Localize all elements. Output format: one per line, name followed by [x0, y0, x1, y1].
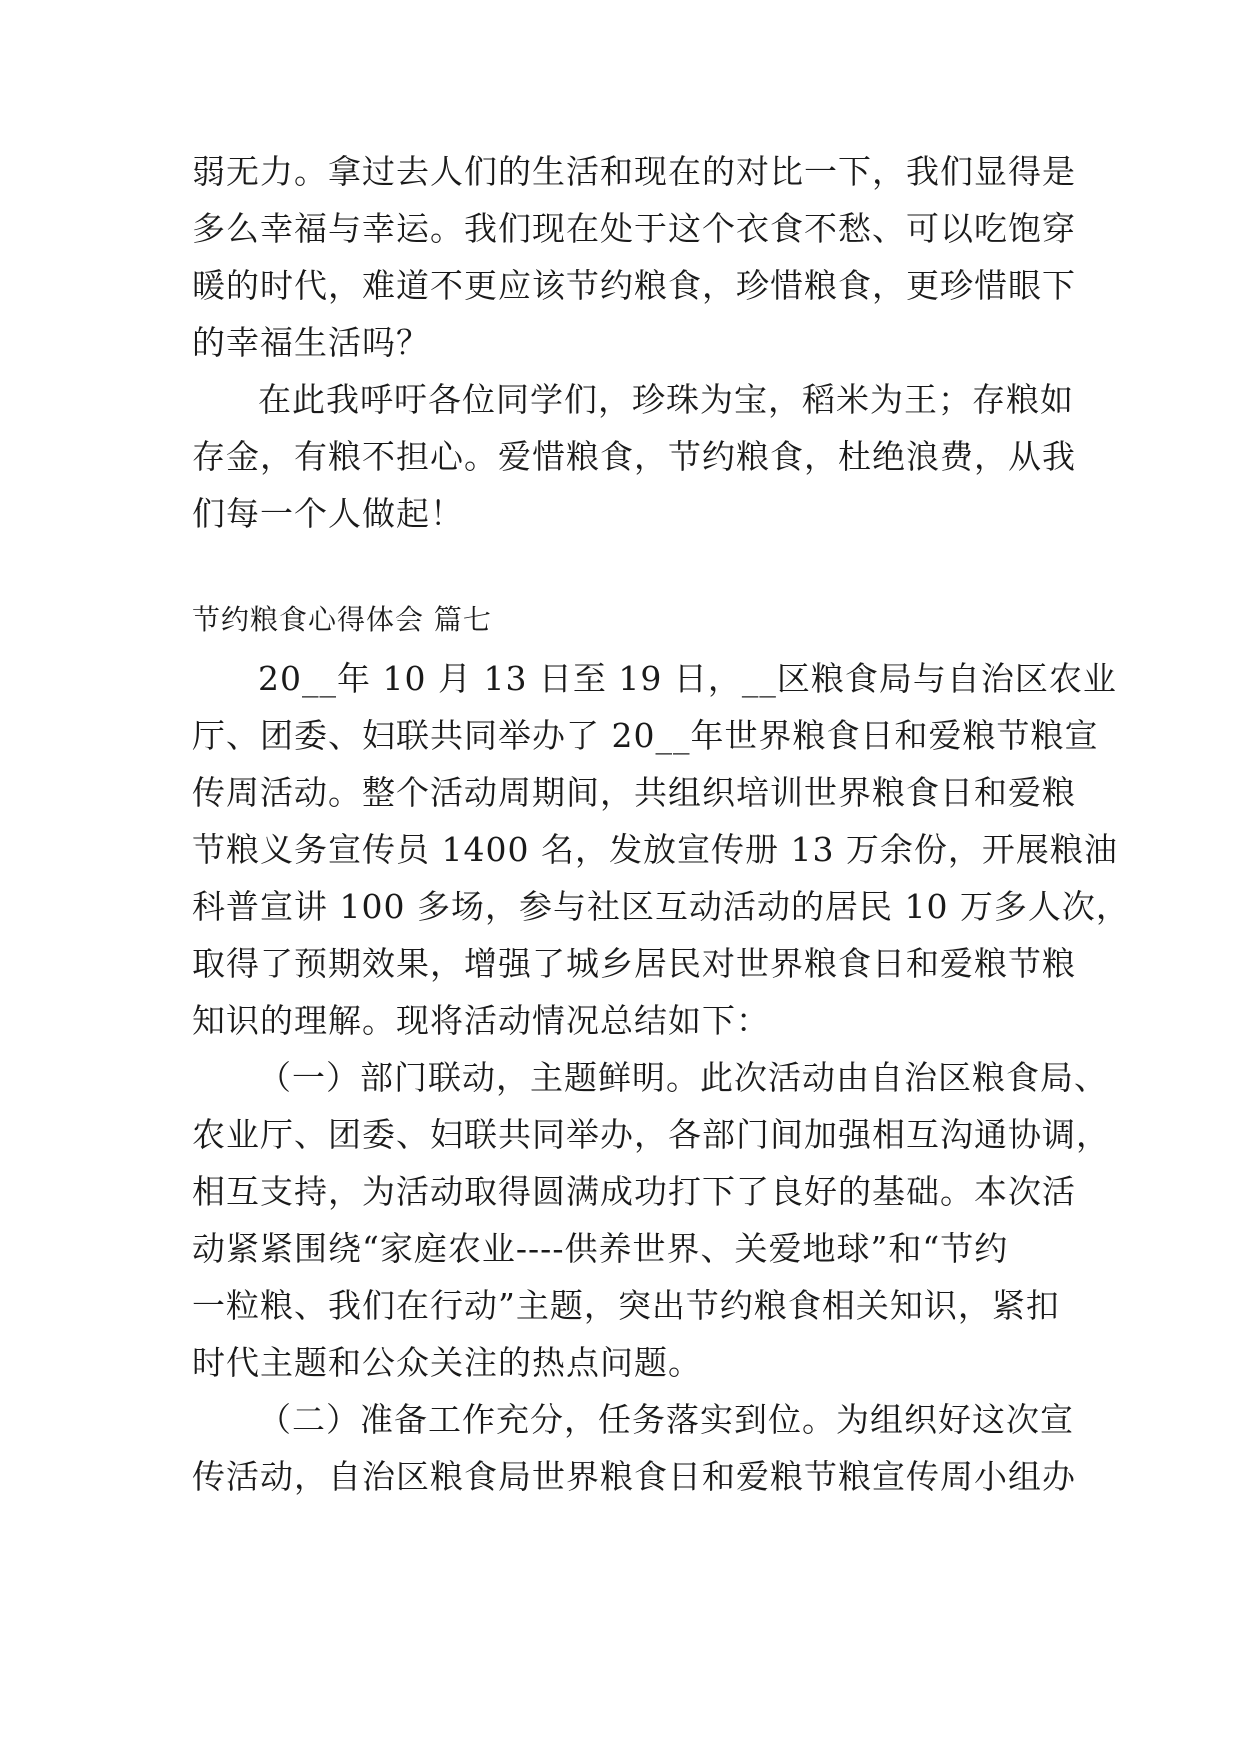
paragraph-line: 时代主题和公众关注的热点问题。 [192, 1343, 702, 1382]
paragraph-line: 科普宣讲 100 多场，参与社区互动活动的居民 10 万多人次， [192, 887, 1130, 926]
paragraph-line: 暖的时代，难道不更应该节约粮食，珍惜粮食，更珍惜眼下 [192, 266, 1076, 305]
paragraph-line: 厅、团委、妇联共同举办了 20__年世界粮食日和爱粮节粮宣 [192, 716, 1099, 755]
paragraph-line: 20__年 10 月 13 日至 19 日，__区粮食局与自治区农业 [258, 659, 1117, 698]
paragraph-4 [192, 1049, 1110, 1391]
paragraph-3 [192, 650, 1130, 1049]
paragraph-line: 存金，有粮不担心。爱惜粮食，节约粮食，杜绝浪费，从我 [192, 437, 1076, 476]
paragraph-line: 弱无力。拿过去人们的生活和现在的对比一下，我们显得是 [192, 152, 1076, 191]
paragraph-line: 的幸福生活吗？ [192, 323, 430, 362]
paragraph-line: 们每一个人做起！ [192, 494, 464, 533]
section-heading: 节约粮食心得体会 篇七 [192, 603, 492, 636]
paragraph-5 [192, 1391, 1076, 1505]
paragraph-line: 在此我呼吁各位同学们，珍珠为宝，稻米为王；存粮如 [258, 380, 1074, 419]
paragraph-line: 知识的理解。现将活动情况总结如下： [192, 1001, 770, 1040]
paragraph-line: 农业厅、团委、妇联共同举办，各部门间加强相互沟通协调， [192, 1115, 1110, 1154]
paragraph-line: （二）准备工作充分，任务落实到位。为组织好这次宣 [258, 1400, 1074, 1439]
paragraph-line: 动紧紧围绕“家庭农业----供养世界、关爱地球”和“节约 [192, 1229, 1009, 1268]
paragraph-line: （一）部门联动，主题鲜明。此次活动由自治区粮食局、 [258, 1058, 1108, 1097]
paragraph-2 [192, 371, 1076, 542]
paragraph-line: 取得了预期效果，增强了城乡居民对世界粮食日和爱粮节粮 [192, 944, 1076, 983]
paragraph-1 [192, 143, 1076, 371]
paragraph-line: 传周活动。整个活动周期间，共组织培训世界粮食日和爱粮 [192, 773, 1076, 812]
paragraph-line: 节粮义务宣传员 1400 名，发放宣传册 13 万余份，开展粮油 [192, 830, 1118, 869]
paragraph-line: 传活动，自治区粮食局世界粮食日和爱粮节粮宣传周小组办 [192, 1457, 1076, 1496]
paragraph-line: 多么幸福与幸运。我们现在处于这个衣食不愁、可以吃饱穿 [192, 209, 1076, 248]
paragraph-line: 一粒粮、我们在行动”主题，突出节约粮食相关知识，紧扣 [192, 1286, 1060, 1325]
paragraph-line: 相互支持，为活动取得圆满成功打下了良好的基础。本次活 [192, 1172, 1076, 1211]
